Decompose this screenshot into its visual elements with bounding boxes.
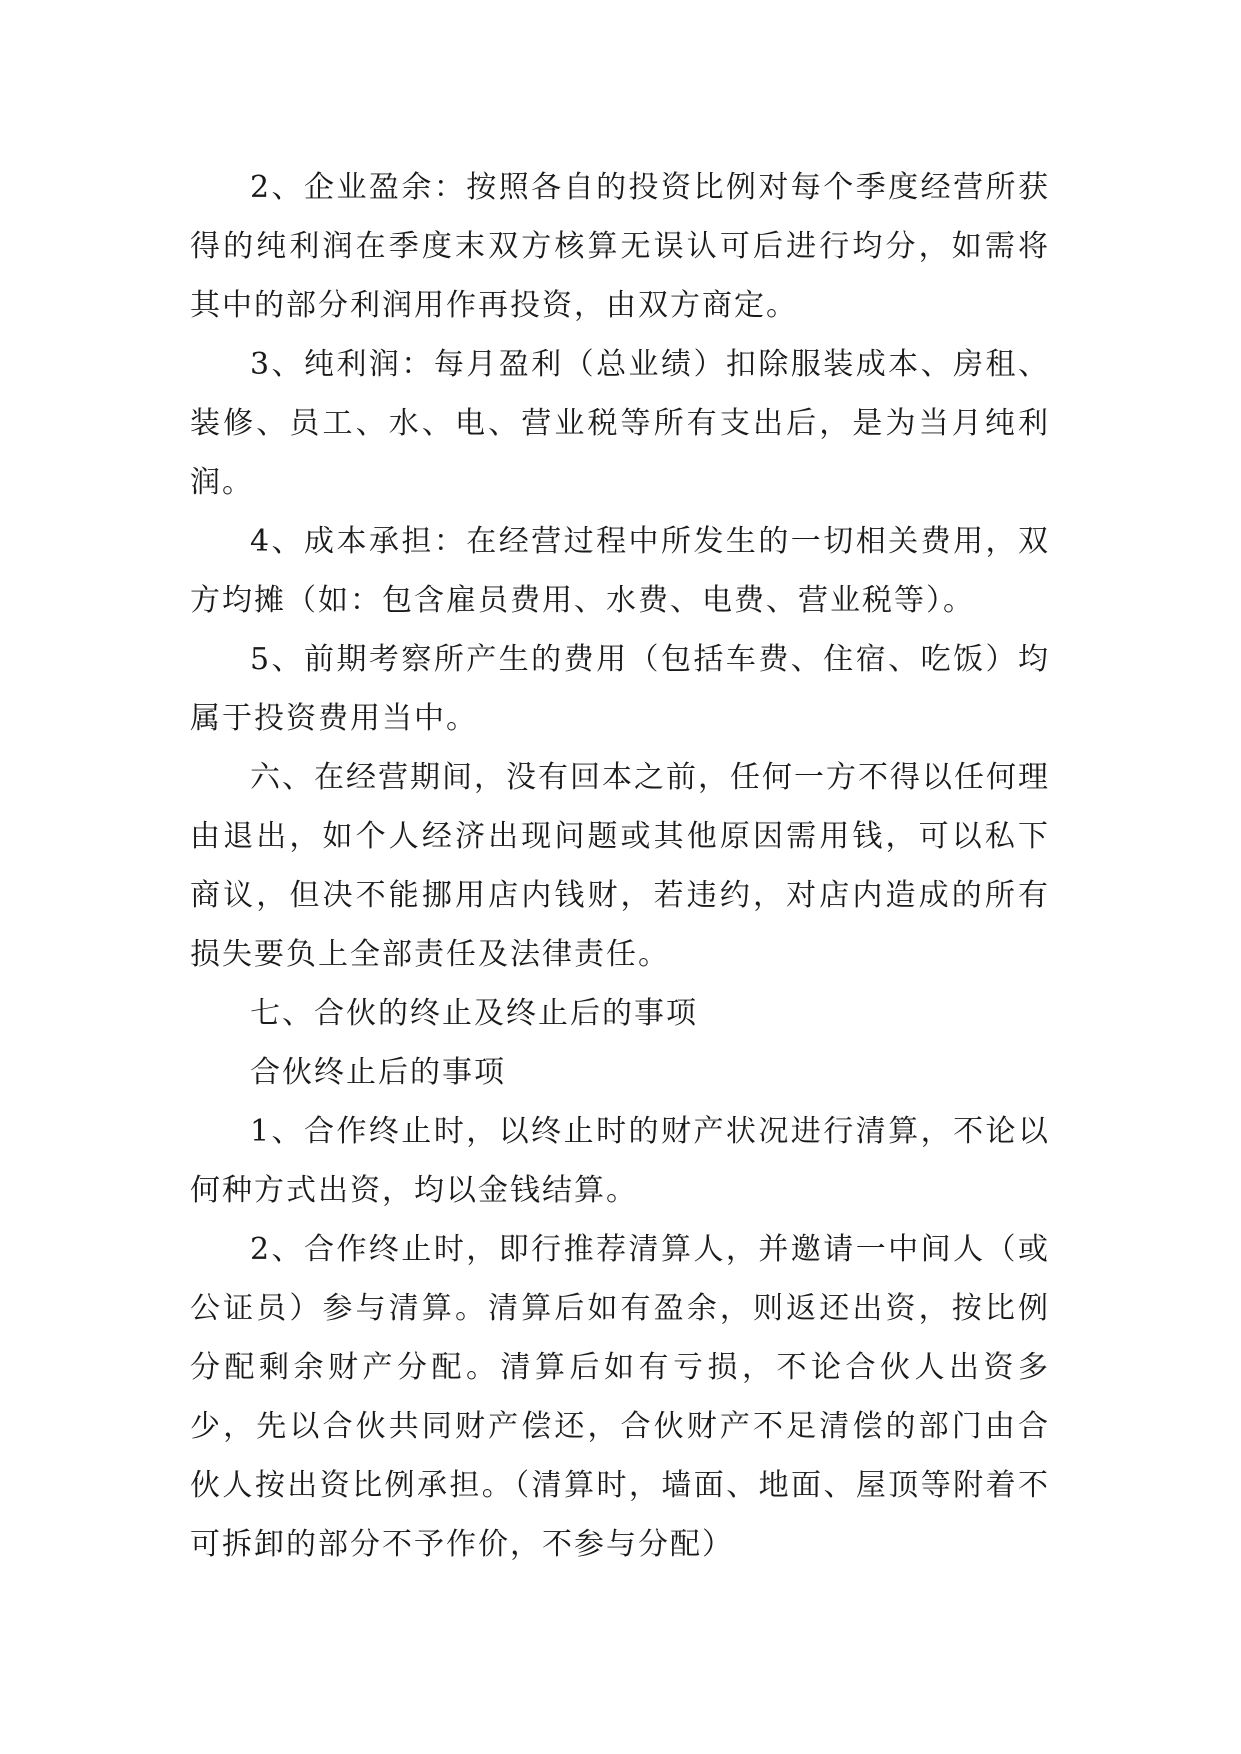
- paragraph-net-profit: 3、纯利润：每月盈利（总业绩）扣除服装成本、房租、装修、员工、水、电、营业税等所有支出后，是为当月纯利润。: [190, 347, 1050, 500]
- subheading-after-termination: 合伙终止后的事项: [250, 1055, 506, 1090]
- paragraph-preliminary-costs: 5、前期考察所产生的费用（包括车费、住宿、吃饭）均属于投资费用当中。: [190, 642, 1050, 736]
- paragraph-cost-bearing: 4、成本承担：在经营过程中所发生的一切相关费用，双方均摊（如：包含雇员费用、水费、电费、营业税等）。: [190, 524, 1050, 618]
- heading-section-seven: 七、合伙的终止及终止后的事项: [250, 996, 698, 1031]
- paragraph-liquidation: 2、合作终止时，即行推荐清算人，并邀请一中间人（或公证员）参与清算。清算后如有盈余，则返还出资，按比例分配剩余财产分配。清算后如有亏损，不论合伙人出资多少，先以合伙共同财产偿还，合伙财产不足清偿的部门由合伙人按出资比例承担。（清算时，墙面、地面、屋顶等附着不可拆卸的部分不予作价，不参与分配）: [190, 1232, 1050, 1562]
- paragraph-enterprise-surplus: 2、企业盈余：按照各自的投资比例对每个季度经营所获得的纯利润在季度末双方核算无误认可后进行均分，如需将其中的部分利润用作再投资，由双方商定。: [190, 170, 1050, 323]
- paragraph-termination-settlement: 1、合作终止时，以终止时的财产状况进行清算，不论以何种方式出资，均以金钱结算。: [190, 1114, 1050, 1208]
- paragraph-section-six: 六、在经营期间，没有回本之前，任何一方不得以任何理由退出，如个人经济出现问题或其他原因需用钱，可以私下商议，但决不能挪用店内钱财，若违约，对店内造成的所有损失要负上全部责任及法律责任。: [190, 760, 1050, 972]
- document-body: [190, 158, 1050, 1574]
